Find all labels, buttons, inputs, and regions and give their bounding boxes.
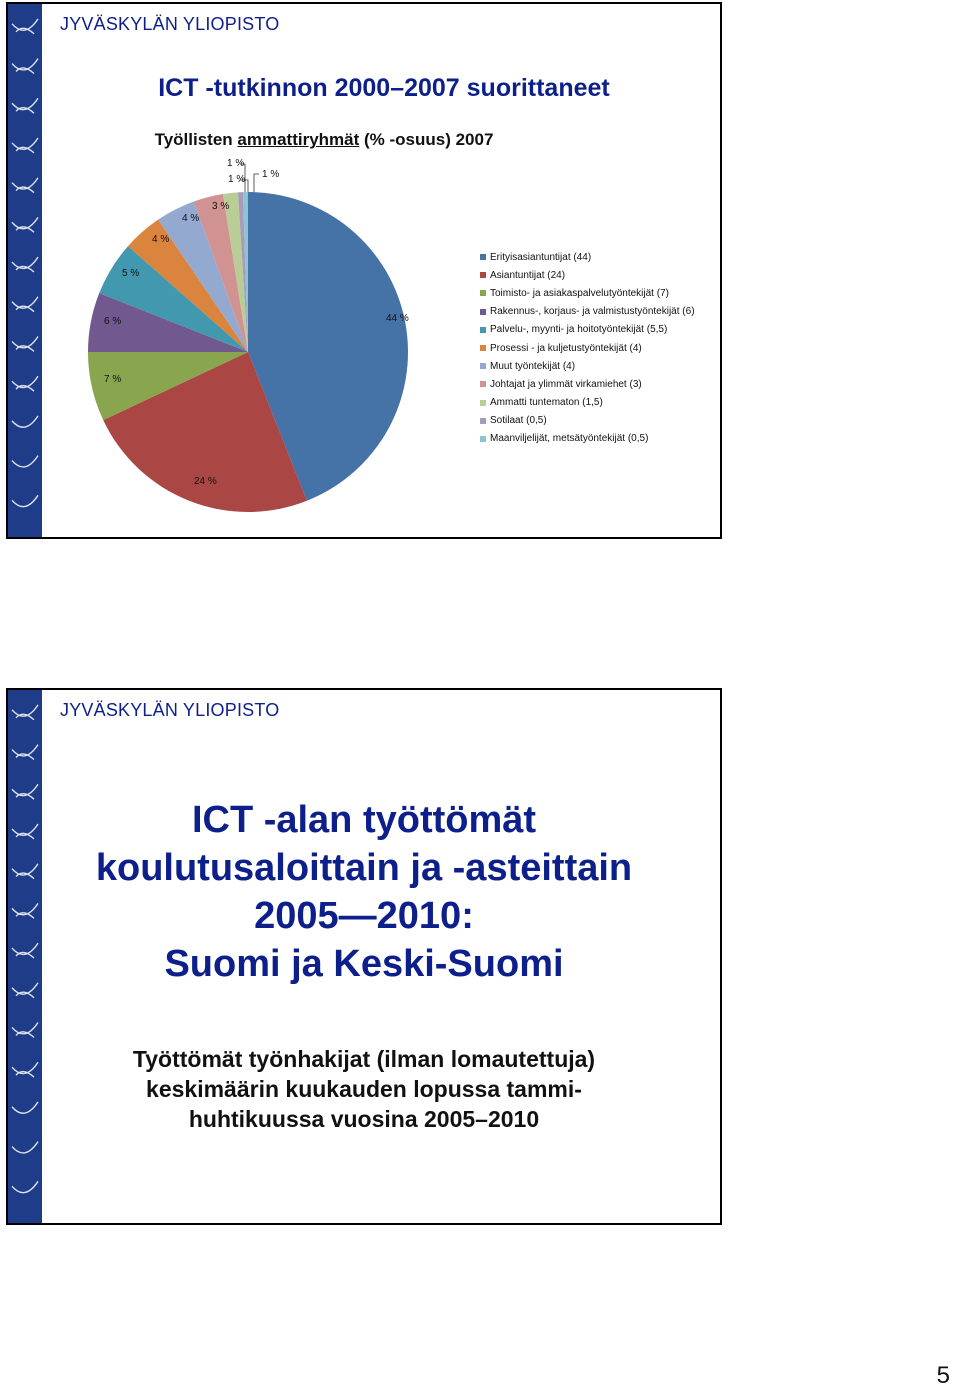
- legend-swatch: [480, 272, 486, 278]
- legend-label: Rakennus-, korjaus- ja valmistustyöntekijät (6): [490, 306, 695, 318]
- legend-item: [480, 266, 695, 284]
- legend-item: [480, 303, 695, 321]
- title-line: ICT -alan työttömät: [191, 799, 537, 841]
- title-line: Suomi ja Keski-Suomi: [164, 943, 564, 985]
- legend-label: Ammatti tuntematon (1,5): [490, 397, 603, 409]
- chart-title-pre: Työllisten: [154, 130, 238, 149]
- side-band: [8, 4, 42, 537]
- data-label: 6 %: [104, 316, 122, 327]
- data-label: 7 %: [104, 374, 122, 385]
- chart-legend: [480, 248, 695, 448]
- data-label: 1 %: [227, 158, 245, 169]
- subtitle-line: huhtikuussa vuosina 2005–2010: [188, 1106, 540, 1132]
- legend-swatch: [480, 309, 486, 315]
- university-name: JYVÄSKYLÄN YLIOPISTO: [60, 700, 280, 720]
- data-label: 44 %: [386, 313, 409, 324]
- slide-1: [6, 2, 722, 539]
- side-band: [8, 690, 42, 1223]
- title-line: 2005—2010:: [254, 895, 474, 937]
- chart-title-post: (% -osuus) 2007: [359, 130, 494, 149]
- legend-swatch: [480, 400, 486, 406]
- legend-item: [480, 375, 695, 393]
- legend-swatch: [480, 436, 486, 442]
- page-number: 5: [936, 1362, 950, 1389]
- legend-item: [480, 357, 695, 375]
- legend-item: [480, 430, 695, 448]
- legend-item: [480, 248, 695, 266]
- title-line: koulutusaloittain ja -asteittain: [95, 847, 633, 889]
- legend-swatch: [480, 254, 486, 260]
- legend-label: Prosessi - ja kuljetustyöntekijät (4): [490, 342, 642, 354]
- legend-label: Erityisasiantuntijat (44): [490, 251, 592, 263]
- subtitle-line: Työttömät työnhakijat (ilman lomautettuja): [132, 1046, 596, 1072]
- legend-swatch: [480, 345, 486, 351]
- legend-item: [480, 412, 695, 430]
- legend-swatch: [480, 363, 486, 369]
- legend-label: Palvelu-, myynti- ja hoitotyöntekijät (5,5): [490, 324, 668, 336]
- legend-label: Maanviljelijät, metsätyöntekijät (0,5): [490, 433, 649, 445]
- legend-swatch: [480, 381, 486, 387]
- legend-swatch: [480, 290, 486, 296]
- slide-title: ICT -tutkinnon 2000–2007 suorittaneet: [158, 74, 610, 102]
- legend-item: [480, 321, 695, 339]
- data-label: 5 %: [122, 268, 140, 279]
- data-label: 4 %: [182, 213, 200, 224]
- data-label: 1 %: [228, 174, 246, 185]
- data-label: 24 %: [194, 476, 217, 487]
- legend-item: [480, 284, 695, 302]
- legend-swatch: [480, 327, 486, 333]
- legend-label: Asiantuntijat (24): [490, 269, 566, 281]
- slide-title: [48, 796, 680, 988]
- chart-title-underlined: ammattiryhmät: [237, 130, 360, 149]
- legend-label: Johtajat ja ylimmät virkamiehet (3): [490, 378, 642, 390]
- data-label: 4 %: [152, 234, 170, 245]
- data-label: 3 %: [212, 201, 230, 212]
- subtitle-line: keskimäärin kuukauden lopussa tammi-: [146, 1076, 582, 1102]
- university-ornament-icon: [8, 690, 42, 1223]
- legend-label: Toimisto- ja asiakaspalvelutyöntekijät (7): [490, 287, 669, 299]
- legend-label: Muut työntekijät (4): [490, 360, 576, 372]
- university-ornament-icon: [8, 4, 42, 537]
- legend-swatch: [480, 418, 486, 424]
- legend-item: [480, 394, 695, 412]
- legend-item: [480, 339, 695, 357]
- university-name: JYVÄSKYLÄN YLIOPISTO: [60, 14, 280, 34]
- legend-label: Sotilaat (0,5): [490, 415, 547, 427]
- slide-subtitle: [48, 1044, 680, 1134]
- data-label: 1 %: [262, 169, 280, 180]
- slide-2: [6, 688, 722, 1225]
